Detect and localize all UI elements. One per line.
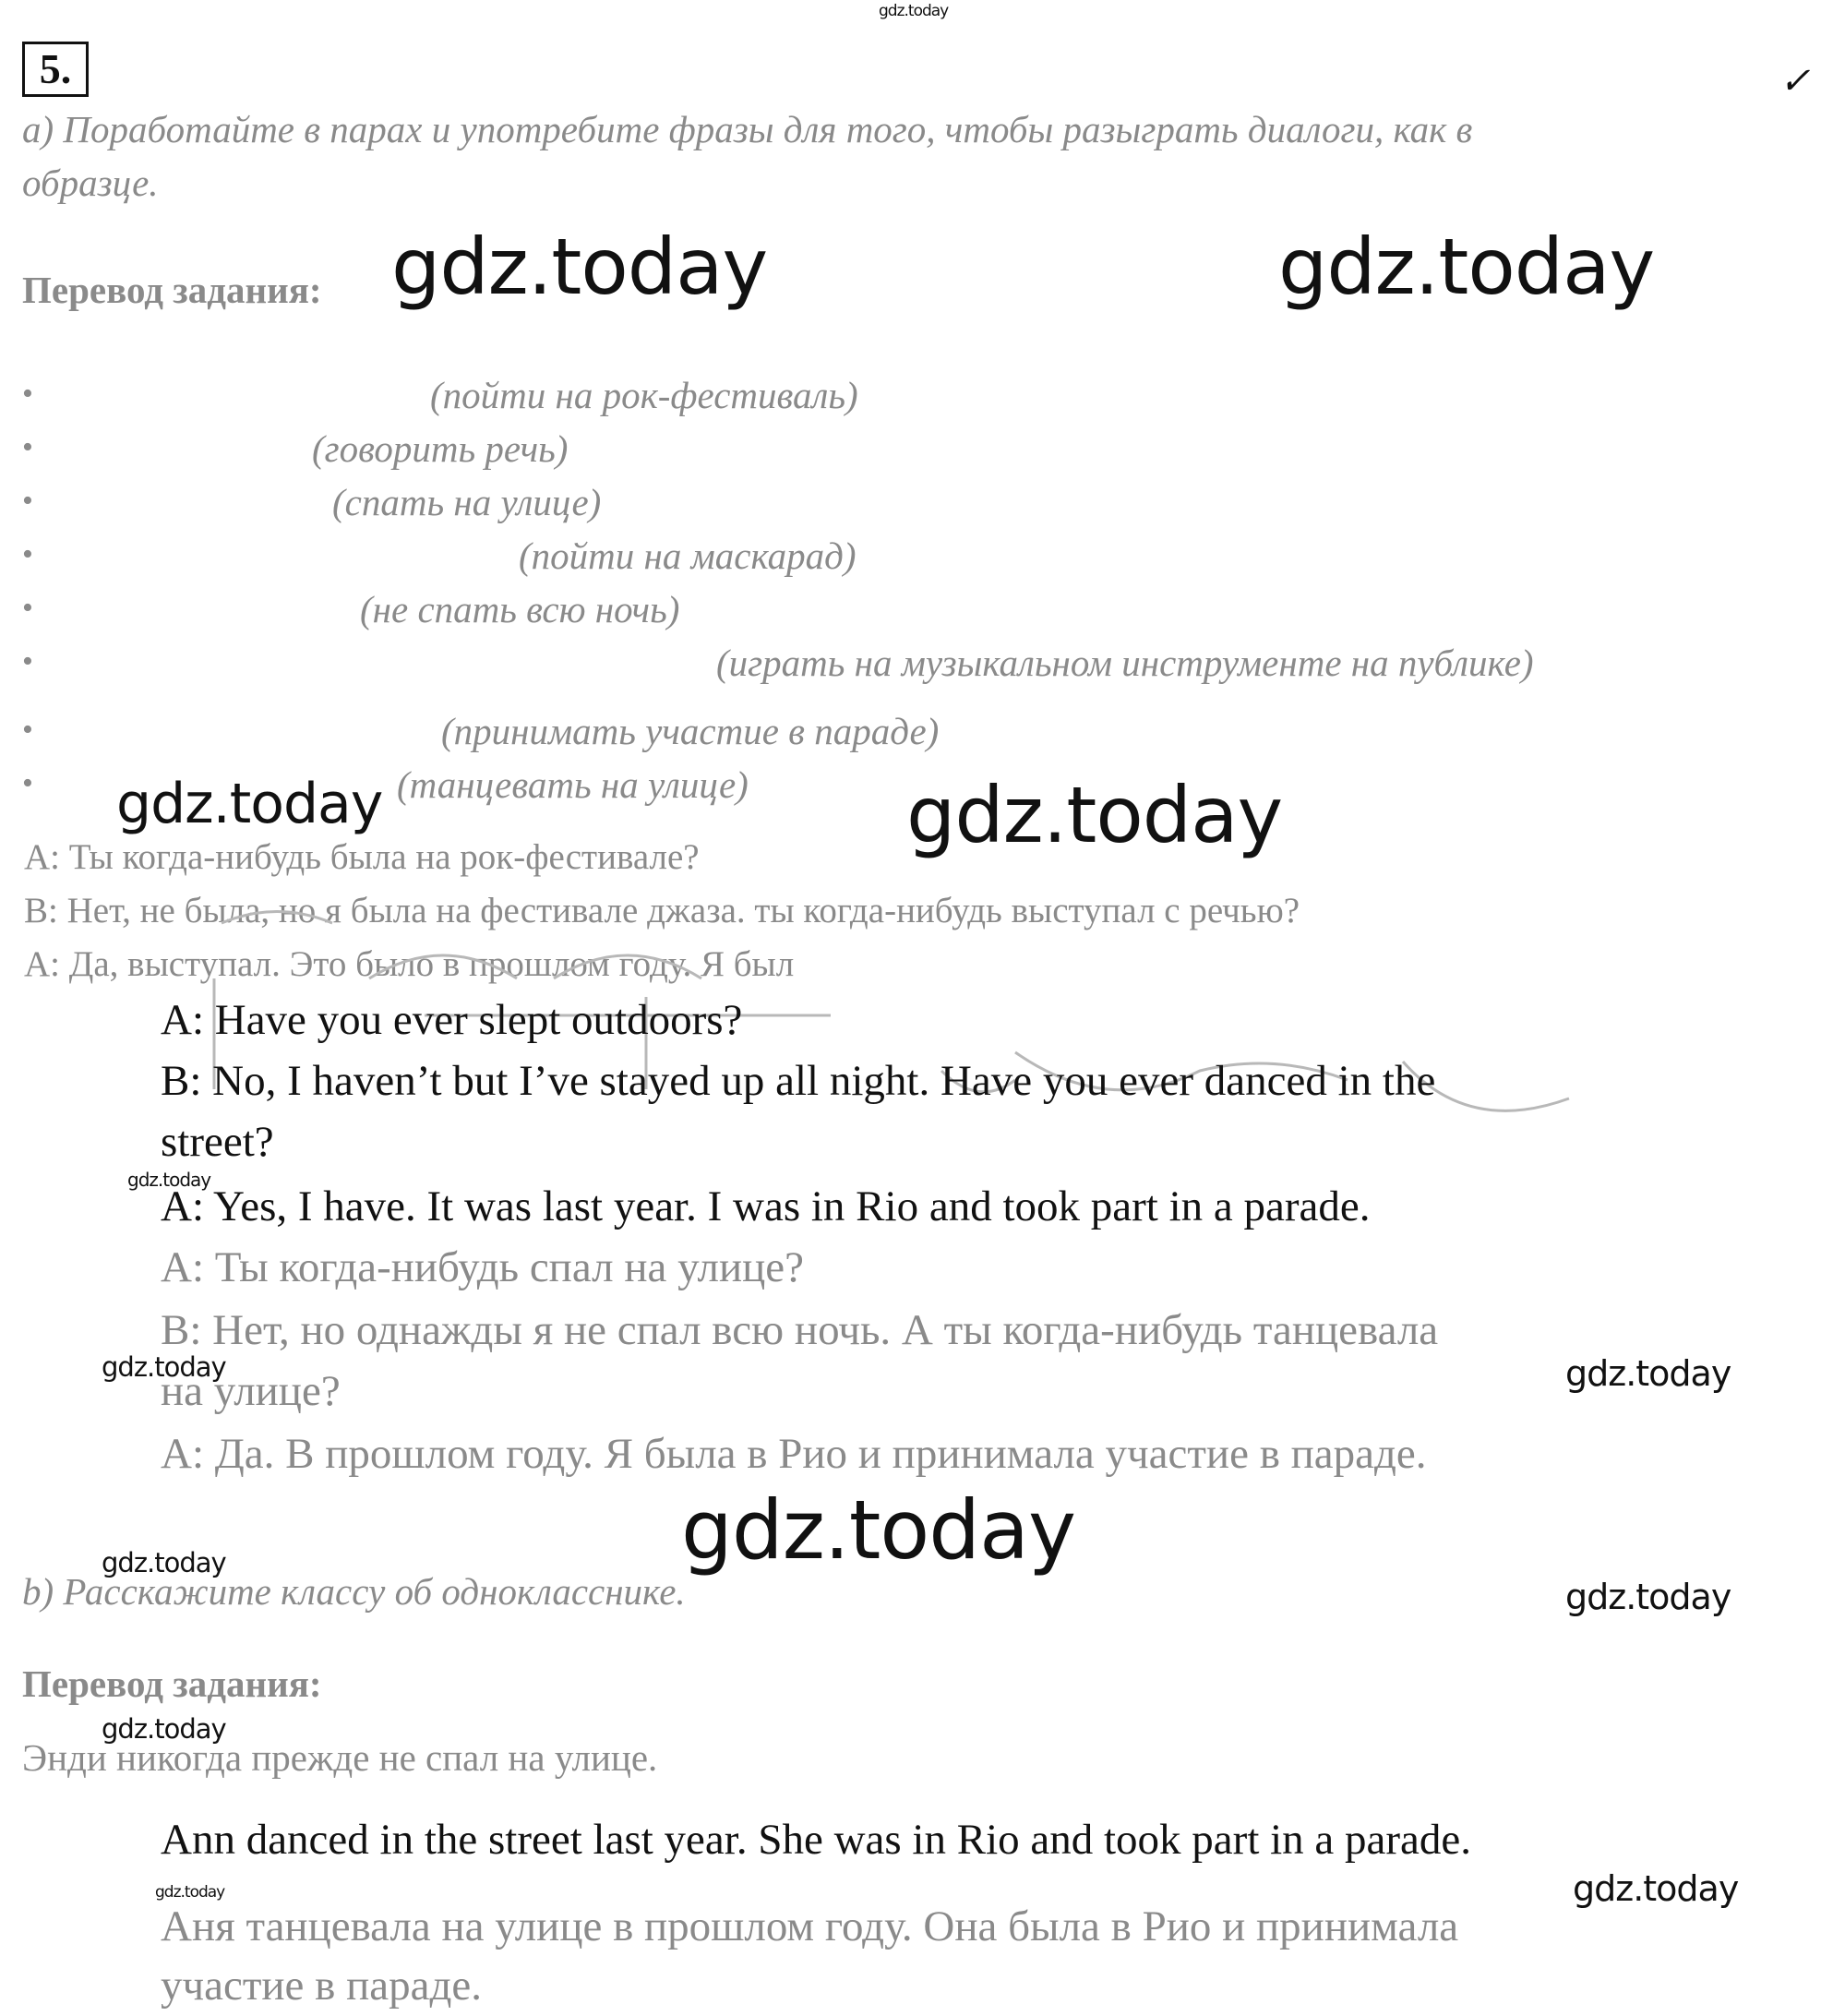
task-b-instruction: b) Расскажите классу об однокласснике. [22, 1570, 686, 1613]
bullet-icon: • [22, 591, 33, 625]
phrase-item: (принимать участие в параде) [441, 710, 940, 752]
task-b-answer-ru-line1: Аня танцевала на улице в прошлом году. Она была в Рио и принимала [161, 1902, 1459, 1950]
task-a-instruction-line2: образце. [22, 162, 159, 204]
answer-ru-line4: А: Да. В прошлом году. Я была в Рио и принимала участие в параде. [161, 1430, 1427, 1478]
watermark-small: gdz.today [1565, 1577, 1731, 1617]
task-a-translation-label: Перевод задания: [22, 269, 322, 311]
task-b-example: Энди никогда прежде не спал на улице. [22, 1736, 658, 1779]
phrase-item: (играть на музыкальном инструменте на публике) [716, 642, 1534, 684]
watermark-large: gdz.today [681, 1482, 1076, 1578]
bullet-icon: • [22, 484, 33, 518]
answer-en-line4: A: Yes, I have. It was last year. I was in Rio and took part in a parade. [161, 1182, 1371, 1230]
phrase-item: (танцевать на улице) [397, 763, 749, 806]
task-number: 5. [22, 42, 89, 97]
watermark-small: gdz.today [1573, 1868, 1739, 1909]
bullet-icon: • [22, 377, 33, 411]
watermark-top: gdz.today [879, 2, 949, 20]
phrase-item: (не спать всю ночь) [360, 588, 680, 630]
example-dialogue-line: А: Да, выступал. Это было в прошлом году. Я был [24, 944, 795, 984]
bullet-icon: • [22, 430, 33, 464]
answer-en-line1: A: Have you ever slept outdoors? [161, 996, 743, 1044]
answer-en-line3: street? [161, 1118, 274, 1166]
watermark-large: gdz.today [1278, 222, 1655, 312]
phrase-item: (спать на улице) [332, 481, 602, 523]
watermark-small: gdz.today [127, 1169, 211, 1191]
answer-en-line2: B: No, I haven’t but I’ve stayed up all night. Have you ever danced in the [161, 1057, 1436, 1105]
example-dialogue-line: В: Нет, не была, но я была на фестивале джаза. ты когда-нибудь выступал с речью? [24, 891, 1300, 930]
task-b-answer-en: Ann danced in the street last year. She was in Rio and took part in a parade. [161, 1816, 1472, 1864]
watermark-large: gdz.today [391, 222, 768, 312]
task-a-instruction-line1: a) Поработайте в парах и употребите фразы для того, чтобы разыграть диалоги, как в [22, 108, 1473, 150]
answer-ru-line3: на улице? [161, 1367, 341, 1415]
phrase-item: (пойти на маскарад) [519, 534, 857, 577]
bullet-icon: • [22, 766, 33, 800]
phrase-item: (пойти на рок-фестиваль) [430, 374, 858, 416]
watermark-small: gdz.today [1565, 1353, 1731, 1394]
watermark-small: gdz.today [102, 1713, 226, 1745]
task-b-answer-ru-line2: участие в параде. [161, 1962, 483, 2010]
phrase-item: (говорить речь) [312, 427, 569, 470]
answer-ru-line1: А: Ты когда-нибудь спал на улице? [161, 1243, 804, 1291]
bullet-icon: • [22, 644, 33, 678]
watermark-small: gdz.today [155, 1883, 225, 1902]
watermark-large: gdz.today [906, 770, 1283, 860]
task-b-translation-label: Перевод задания: [22, 1662, 322, 1705]
check-mark-icon: ✓ [1779, 60, 1811, 102]
watermark-small: gdz.today [102, 1547, 226, 1578]
watermark-medium: gdz.today [116, 772, 383, 836]
answer-ru-line2: В: Нет, но однажды я не спал всю ночь. А ты когда-нибудь танцевала [161, 1306, 1439, 1354]
bullet-icon: • [22, 537, 33, 571]
bullet-icon: • [22, 713, 33, 747]
watermark-small: gdz.today [102, 1351, 226, 1383]
example-dialogue-line: А: Ты когда-нибудь была на рок-фестивале? [24, 837, 700, 877]
